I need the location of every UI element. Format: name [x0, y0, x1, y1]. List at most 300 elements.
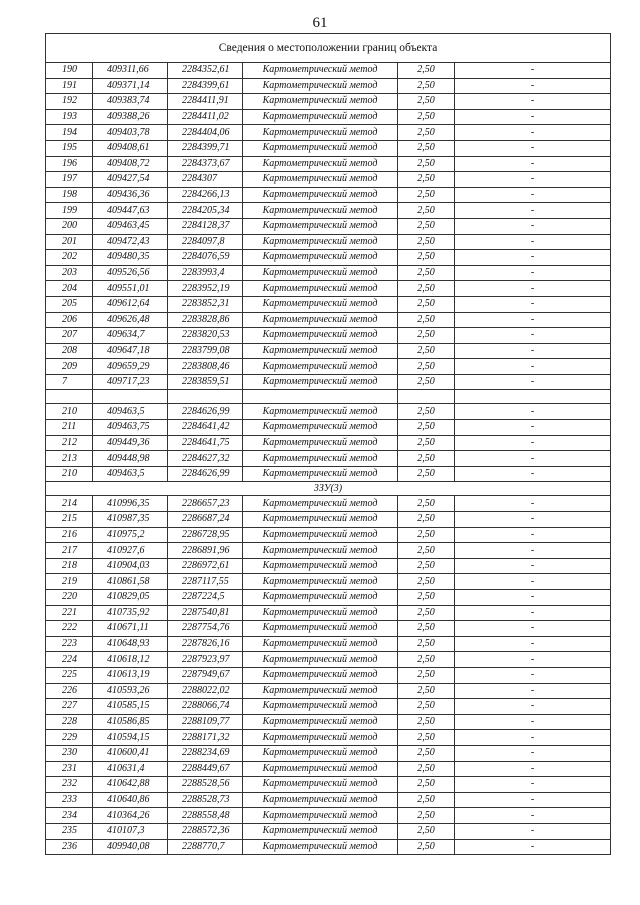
method-cell: Картометрический метод [243, 590, 398, 606]
x-coordinate-cell: 409436,36 [93, 187, 168, 203]
point-number-cell: 197 [46, 172, 93, 188]
accuracy-cell: 2,50 [398, 839, 455, 855]
accuracy-cell: 2,50 [398, 420, 455, 436]
accuracy-cell: 2,50 [398, 451, 455, 467]
description-cell: - [455, 265, 611, 281]
point-number-cell: 235 [46, 823, 93, 839]
method-cell: Картометрический метод [243, 420, 398, 436]
y-coordinate-cell: 2284352,61 [168, 63, 243, 79]
table-row [46, 78, 611, 94]
method-cell: Картометрический метод [243, 234, 398, 250]
method-cell: Картометрический метод [243, 777, 398, 793]
method-cell: Картометрический метод [243, 683, 398, 699]
y-coordinate-cell: 2284641,75 [168, 435, 243, 451]
y-coordinate-cell: 2283859,51 [168, 374, 243, 390]
description-cell: - [455, 328, 611, 344]
accuracy-cell: 2,50 [398, 590, 455, 606]
y-coordinate-cell: 2283799,08 [168, 343, 243, 359]
x-coordinate-cell: 410594,15 [93, 730, 168, 746]
y-coordinate-cell: 2288022,02 [168, 683, 243, 699]
accuracy-cell: 2,50 [398, 172, 455, 188]
accuracy-cell: 2,50 [398, 404, 455, 420]
table-row [46, 435, 611, 451]
point-number-cell: 223 [46, 636, 93, 652]
point-number-cell: 193 [46, 109, 93, 125]
method-cell: Картометрический метод [243, 374, 398, 390]
description-cell: - [455, 343, 611, 359]
point-number-cell: 207 [46, 328, 93, 344]
accuracy-cell: 2,50 [398, 558, 455, 574]
y-coordinate-cell: 2286972,61 [168, 558, 243, 574]
accuracy-cell: 2,50 [398, 808, 455, 824]
description-cell: - [455, 435, 611, 451]
group-separator-row [46, 390, 611, 404]
method-cell: Картометрический метод [243, 714, 398, 730]
x-coordinate-cell: 410631,4 [93, 761, 168, 777]
table-row [46, 527, 611, 543]
table-row [46, 512, 611, 528]
table-row [46, 543, 611, 559]
accuracy-cell: 2,50 [398, 281, 455, 297]
empty-cell [168, 390, 243, 404]
y-coordinate-cell: 2286687,24 [168, 512, 243, 528]
table-title: Сведения о местоположении границ объекта [46, 34, 611, 63]
table-row [46, 343, 611, 359]
accuracy-cell: 2,50 [398, 156, 455, 172]
x-coordinate-cell: 410364,26 [93, 808, 168, 824]
accuracy-cell: 2,50 [398, 343, 455, 359]
description-cell: - [455, 451, 611, 467]
point-number-cell: 206 [46, 312, 93, 328]
y-coordinate-cell: 2287117,55 [168, 574, 243, 590]
y-coordinate-cell: 2284307 [168, 172, 243, 188]
x-coordinate-cell: 409717,23 [93, 374, 168, 390]
accuracy-cell: 2,50 [398, 652, 455, 668]
x-coordinate-cell: 409463,5 [93, 404, 168, 420]
method-cell: Картометрический метод [243, 667, 398, 683]
description-cell: - [455, 281, 611, 297]
accuracy-cell: 2,50 [398, 296, 455, 312]
y-coordinate-cell: 2284411,91 [168, 94, 243, 110]
description-cell: - [455, 652, 611, 668]
table-title-row [46, 34, 611, 63]
table-row [46, 823, 611, 839]
description-cell: - [455, 94, 611, 110]
x-coordinate-cell: 410927,6 [93, 543, 168, 559]
description-cell: - [455, 374, 611, 390]
method-cell: Картометрический метод [243, 761, 398, 777]
accuracy-cell: 2,50 [398, 761, 455, 777]
x-coordinate-cell: 410586,85 [93, 714, 168, 730]
method-cell: Картометрический метод [243, 730, 398, 746]
method-cell: Картометрический метод [243, 652, 398, 668]
x-coordinate-cell: 409463,75 [93, 420, 168, 436]
point-number-cell: 210 [46, 404, 93, 420]
table-row [46, 250, 611, 266]
method-cell: Картометрический метод [243, 745, 398, 761]
table-row [46, 140, 611, 156]
description-cell: - [455, 714, 611, 730]
x-coordinate-cell: 409311,66 [93, 63, 168, 79]
method-cell: Картометрический метод [243, 296, 398, 312]
point-number-cell: 226 [46, 683, 93, 699]
table-row [46, 558, 611, 574]
table-row [46, 203, 611, 219]
table-row [46, 451, 611, 467]
y-coordinate-cell: 2287826,16 [168, 636, 243, 652]
x-coordinate-cell: 410600,41 [93, 745, 168, 761]
point-number-cell: 233 [46, 792, 93, 808]
x-coordinate-cell: 409472,43 [93, 234, 168, 250]
y-coordinate-cell: 2288770,7 [168, 839, 243, 855]
accuracy-cell: 2,50 [398, 435, 455, 451]
description-cell: - [455, 792, 611, 808]
accuracy-cell: 2,50 [398, 234, 455, 250]
table-row [46, 265, 611, 281]
table-row [46, 496, 611, 512]
x-coordinate-cell: 410861,58 [93, 574, 168, 590]
y-coordinate-cell: 2284399,71 [168, 140, 243, 156]
table-row [46, 590, 611, 606]
accuracy-cell: 2,50 [398, 328, 455, 344]
point-number-cell: 210 [46, 466, 93, 482]
point-number-cell: 221 [46, 605, 93, 621]
method-cell: Картометрический метод [243, 172, 398, 188]
x-coordinate-cell: 409940,08 [93, 839, 168, 855]
accuracy-cell: 2,50 [398, 63, 455, 79]
description-cell: - [455, 527, 611, 543]
table-row [46, 667, 611, 683]
method-cell: Картометрический метод [243, 543, 398, 559]
description-cell: - [455, 78, 611, 94]
table-row [46, 296, 611, 312]
empty-cell [455, 390, 611, 404]
description-cell: - [455, 63, 611, 79]
y-coordinate-cell: 2286728,95 [168, 527, 243, 543]
description-cell: - [455, 636, 611, 652]
accuracy-cell: 2,50 [398, 94, 455, 110]
section-header-row [46, 482, 611, 496]
table-row [46, 94, 611, 110]
y-coordinate-cell: 2288171,32 [168, 730, 243, 746]
table-row [46, 187, 611, 203]
table-row [46, 699, 611, 715]
x-coordinate-cell: 409659,29 [93, 359, 168, 375]
accuracy-cell: 2,50 [398, 496, 455, 512]
accuracy-cell: 2,50 [398, 374, 455, 390]
table-row [46, 125, 611, 141]
description-cell: - [455, 312, 611, 328]
table-row [46, 234, 611, 250]
x-coordinate-cell: 410618,12 [93, 652, 168, 668]
method-cell: Картометрический метод [243, 792, 398, 808]
table-row [46, 574, 611, 590]
accuracy-cell: 2,50 [398, 203, 455, 219]
y-coordinate-cell: 2287540,81 [168, 605, 243, 621]
point-number-cell: 229 [46, 730, 93, 746]
y-coordinate-cell: 2284404,06 [168, 125, 243, 141]
x-coordinate-cell: 409551,01 [93, 281, 168, 297]
description-cell: - [455, 823, 611, 839]
x-coordinate-cell: 409449,36 [93, 435, 168, 451]
empty-cell [398, 390, 455, 404]
table-row [46, 777, 611, 793]
method-cell: Картометрический метод [243, 636, 398, 652]
point-number-cell: 214 [46, 496, 93, 512]
point-number-cell: 203 [46, 265, 93, 281]
table-row [46, 839, 611, 855]
point-number-cell: 232 [46, 777, 93, 793]
accuracy-cell: 2,50 [398, 527, 455, 543]
description-cell: - [455, 667, 611, 683]
method-cell: Картометрический метод [243, 823, 398, 839]
accuracy-cell: 2,50 [398, 745, 455, 761]
point-number-cell: 231 [46, 761, 93, 777]
y-coordinate-cell: 2284626,99 [168, 404, 243, 420]
accuracy-cell: 2,50 [398, 109, 455, 125]
x-coordinate-cell: 410735,92 [93, 605, 168, 621]
description-cell: - [455, 808, 611, 824]
point-number-cell: 204 [46, 281, 93, 297]
point-number-cell: 198 [46, 187, 93, 203]
point-number-cell: 194 [46, 125, 93, 141]
accuracy-cell: 2,50 [398, 187, 455, 203]
method-cell: Картометрический метод [243, 250, 398, 266]
y-coordinate-cell: 2288234,69 [168, 745, 243, 761]
y-coordinate-cell: 2283852,31 [168, 296, 243, 312]
table-row [46, 683, 611, 699]
method-cell: Картометрический метод [243, 839, 398, 855]
y-coordinate-cell: 2284641,42 [168, 420, 243, 436]
method-cell: Картометрический метод [243, 466, 398, 482]
accuracy-cell: 2,50 [398, 543, 455, 559]
x-coordinate-cell: 410648,93 [93, 636, 168, 652]
accuracy-cell: 2,50 [398, 312, 455, 328]
point-number-cell: 212 [46, 435, 93, 451]
description-cell: - [455, 296, 611, 312]
point-number-cell: 224 [46, 652, 93, 668]
method-cell: Картометрический метод [243, 78, 398, 94]
y-coordinate-cell: 2284205,34 [168, 203, 243, 219]
method-cell: Картометрический метод [243, 527, 398, 543]
table-row [46, 605, 611, 621]
y-coordinate-cell: 2287224,5 [168, 590, 243, 606]
method-cell: Картометрический метод [243, 699, 398, 715]
table-row [46, 466, 611, 482]
description-cell: - [455, 730, 611, 746]
accuracy-cell: 2,50 [398, 636, 455, 652]
y-coordinate-cell: 2284626,99 [168, 466, 243, 482]
y-coordinate-cell: 2286891,96 [168, 543, 243, 559]
table-row [46, 792, 611, 808]
point-number-cell: 211 [46, 420, 93, 436]
method-cell: Картометрический метод [243, 343, 398, 359]
description-cell: - [455, 761, 611, 777]
description-cell: - [455, 543, 611, 559]
method-cell: Картометрический метод [243, 451, 398, 467]
y-coordinate-cell: 2283828,86 [168, 312, 243, 328]
table-row [46, 218, 611, 234]
description-cell: - [455, 156, 611, 172]
point-number-cell: 219 [46, 574, 93, 590]
table-row [46, 374, 611, 390]
point-number-cell: 201 [46, 234, 93, 250]
x-coordinate-cell: 409427,54 [93, 172, 168, 188]
x-coordinate-cell: 410642,88 [93, 777, 168, 793]
point-number-cell: 191 [46, 78, 93, 94]
point-number-cell: 192 [46, 94, 93, 110]
point-number-cell: 236 [46, 839, 93, 855]
table-row [46, 420, 611, 436]
x-coordinate-cell: 409463,5 [93, 466, 168, 482]
table-row [46, 761, 611, 777]
x-coordinate-cell: 410107,3 [93, 823, 168, 839]
table-row [46, 328, 611, 344]
accuracy-cell: 2,50 [398, 621, 455, 637]
accuracy-cell: 2,50 [398, 714, 455, 730]
x-coordinate-cell: 409626,48 [93, 312, 168, 328]
method-cell: Картометрический метод [243, 109, 398, 125]
method-cell: Картометрический метод [243, 435, 398, 451]
point-number-cell: 228 [46, 714, 93, 730]
y-coordinate-cell: 2288528,56 [168, 777, 243, 793]
accuracy-cell: 2,50 [398, 265, 455, 281]
table-row [46, 281, 611, 297]
y-coordinate-cell: 2287949,67 [168, 667, 243, 683]
description-cell: - [455, 359, 611, 375]
accuracy-cell: 2,50 [398, 823, 455, 839]
method-cell: Картометрический метод [243, 94, 398, 110]
y-coordinate-cell: 2283952,19 [168, 281, 243, 297]
accuracy-cell: 2,50 [398, 605, 455, 621]
accuracy-cell: 2,50 [398, 699, 455, 715]
table-row [46, 745, 611, 761]
y-coordinate-cell: 2284411,02 [168, 109, 243, 125]
y-coordinate-cell: 2287754,76 [168, 621, 243, 637]
method-cell: Картометрический метод [243, 265, 398, 281]
y-coordinate-cell: 2283820,53 [168, 328, 243, 344]
point-number-cell: 202 [46, 250, 93, 266]
method-cell: Картометрический метод [243, 808, 398, 824]
x-coordinate-cell: 409480,35 [93, 250, 168, 266]
point-number-cell: 195 [46, 140, 93, 156]
method-cell: Картометрический метод [243, 605, 398, 621]
method-cell: Картометрический метод [243, 574, 398, 590]
table-row [46, 404, 611, 420]
description-cell: - [455, 590, 611, 606]
point-number-cell: 199 [46, 203, 93, 219]
point-number-cell: 190 [46, 63, 93, 79]
method-cell: Картометрический метод [243, 140, 398, 156]
y-coordinate-cell: 2284266,13 [168, 187, 243, 203]
accuracy-cell: 2,50 [398, 574, 455, 590]
x-coordinate-cell: 410829,05 [93, 590, 168, 606]
y-coordinate-cell: 2288066,74 [168, 699, 243, 715]
x-coordinate-cell: 410996,35 [93, 496, 168, 512]
x-coordinate-cell: 409408,61 [93, 140, 168, 156]
accuracy-cell: 2,50 [398, 777, 455, 793]
point-number-cell: 222 [46, 621, 93, 637]
method-cell: Картометрический метод [243, 125, 398, 141]
y-coordinate-cell: 2284097,8 [168, 234, 243, 250]
table-row [46, 730, 611, 746]
x-coordinate-cell: 409371,14 [93, 78, 168, 94]
x-coordinate-cell: 410975,2 [93, 527, 168, 543]
description-cell: - [455, 187, 611, 203]
boundary-coordinates-table [45, 33, 611, 855]
point-number-cell: 220 [46, 590, 93, 606]
point-number-cell: 215 [46, 512, 93, 528]
method-cell: Картометрический метод [243, 404, 398, 420]
accuracy-cell: 2,50 [398, 125, 455, 141]
accuracy-cell: 2,50 [398, 466, 455, 482]
x-coordinate-cell: 410671,11 [93, 621, 168, 637]
x-coordinate-cell: 410987,35 [93, 512, 168, 528]
y-coordinate-cell: 2288528,73 [168, 792, 243, 808]
table-row [46, 312, 611, 328]
x-coordinate-cell: 409447,63 [93, 203, 168, 219]
point-number-cell: 227 [46, 699, 93, 715]
x-coordinate-cell: 409634,7 [93, 328, 168, 344]
empty-cell [93, 390, 168, 404]
table-row [46, 808, 611, 824]
x-coordinate-cell: 409612,64 [93, 296, 168, 312]
description-cell: - [455, 621, 611, 637]
y-coordinate-cell: 2288572,36 [168, 823, 243, 839]
description-cell: - [455, 125, 611, 141]
y-coordinate-cell: 2288558,48 [168, 808, 243, 824]
method-cell: Картометрический метод [243, 281, 398, 297]
accuracy-cell: 2,50 [398, 140, 455, 156]
method-cell: Картометрический метод [243, 218, 398, 234]
y-coordinate-cell: 2284399,61 [168, 78, 243, 94]
description-cell: - [455, 745, 611, 761]
x-coordinate-cell: 409463,45 [93, 218, 168, 234]
y-coordinate-cell: 2288449,67 [168, 761, 243, 777]
description-cell: - [455, 234, 611, 250]
y-coordinate-cell: 2284076,59 [168, 250, 243, 266]
y-coordinate-cell: 2284128,37 [168, 218, 243, 234]
y-coordinate-cell: 2283993,4 [168, 265, 243, 281]
point-number-cell: 208 [46, 343, 93, 359]
accuracy-cell: 2,50 [398, 78, 455, 94]
x-coordinate-cell: 409647,18 [93, 343, 168, 359]
point-number-cell: 234 [46, 808, 93, 824]
point-number-cell: 225 [46, 667, 93, 683]
method-cell: Картометрический метод [243, 558, 398, 574]
description-cell: - [455, 558, 611, 574]
empty-cell [243, 390, 398, 404]
point-number-cell: 217 [46, 543, 93, 559]
description-cell: - [455, 683, 611, 699]
table-row [46, 156, 611, 172]
description-cell: - [455, 496, 611, 512]
x-coordinate-cell: 409448,98 [93, 451, 168, 467]
x-coordinate-cell: 410613,19 [93, 667, 168, 683]
point-number-cell: 213 [46, 451, 93, 467]
description-cell: - [455, 574, 611, 590]
point-number-cell: 216 [46, 527, 93, 543]
y-coordinate-cell: 2283808,46 [168, 359, 243, 375]
table-row [46, 636, 611, 652]
point-number-cell: 196 [46, 156, 93, 172]
empty-cell [46, 390, 93, 404]
method-cell: Картометрический метод [243, 187, 398, 203]
x-coordinate-cell: 410585,15 [93, 699, 168, 715]
description-cell: - [455, 172, 611, 188]
description-cell: - [455, 218, 611, 234]
description-cell: - [455, 404, 611, 420]
